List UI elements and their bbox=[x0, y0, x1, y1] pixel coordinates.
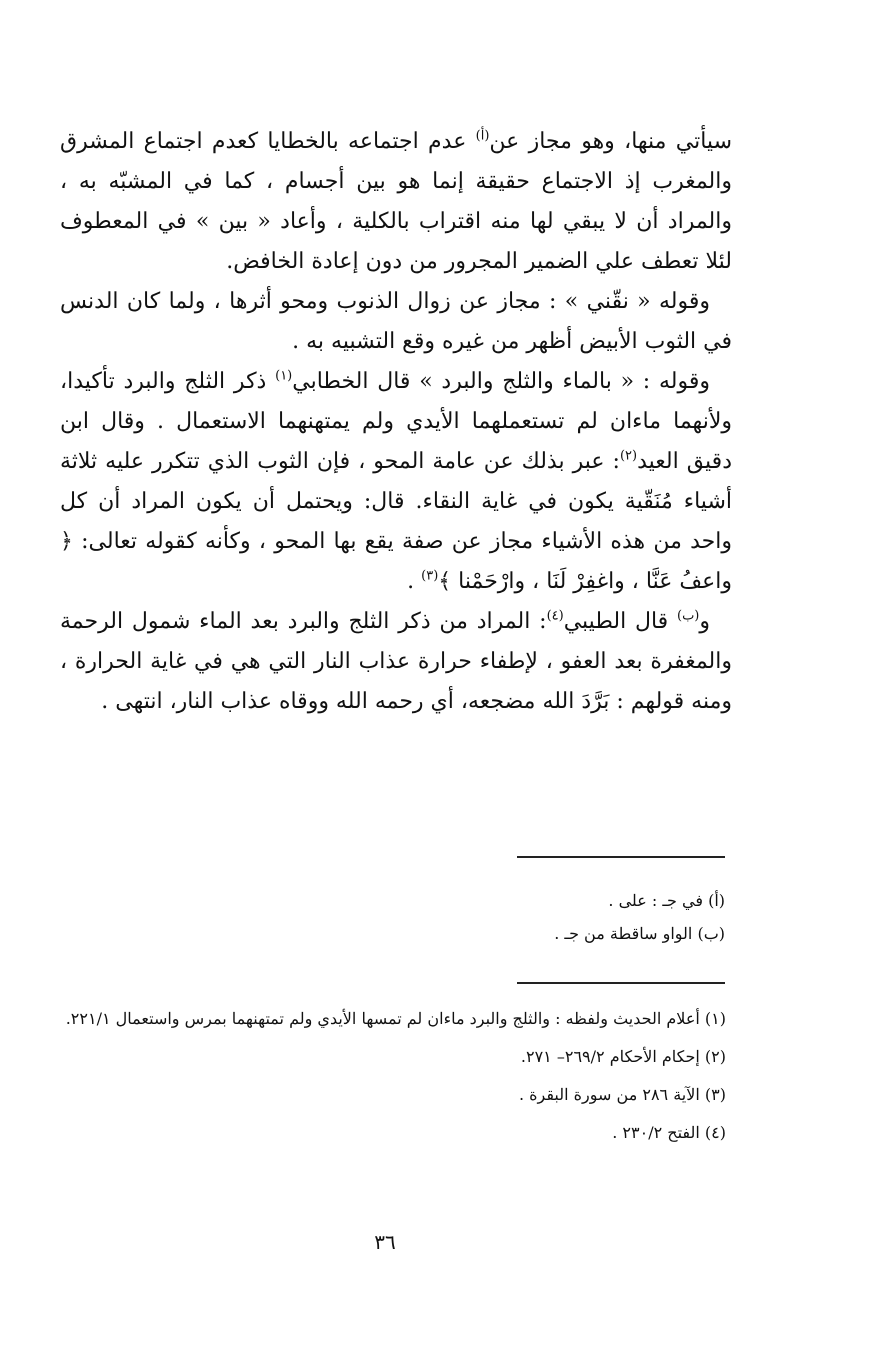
textual-variants bbox=[300, 884, 725, 950]
paragraph-1-text-b: عدم اجتماعه بالخطايا كعدم اجتماع المشرق والمغرب إذ الاجتماع حقيقة إنما هو بين أجسام ، كما في المشبّه به ، والمراد أن لا يبقي لها منه اقتراب بالكلية ، وأعاد « بين » في المعطوف لئلا تعطف علي الضمير المجرور من دون إعادة الخافض. bbox=[60, 129, 732, 274]
paragraph-3-text-a: وقوله : « بالماء والثلج والبرد » قال الخطابي bbox=[292, 369, 710, 394]
footnote-marker-3: (٣) bbox=[421, 568, 439, 584]
paragraph-4-text-b: قال الطيبي bbox=[563, 609, 677, 634]
note-marker-a: (أ) bbox=[475, 128, 490, 144]
footnote-2: (٢) إحكام الأحكام ٢٦٩/٢– ٢٧١. bbox=[520, 1047, 726, 1066]
paragraph-1 bbox=[60, 122, 732, 282]
variant-note-b: (ب) الواو ساقطة من جـ . bbox=[554, 924, 725, 943]
variant-note-a: (أ) في جـ : على . bbox=[608, 891, 725, 910]
note-marker-b: (ب) bbox=[677, 608, 700, 624]
footnote-1: (١) أعلام الحديث ولفظه : والثلج والبرد ماءان لم تمسها الأيدي ولم تمتهنهما بمرس واستعمال ٢٢١/١. bbox=[65, 1009, 726, 1028]
footnotes bbox=[48, 1000, 726, 1152]
footnotes-separator-line bbox=[517, 982, 725, 984]
paragraph-3-text-c: : عبر بذلك عن عامة المحو ، فإن الثوب الذي تتكرر عليه ثلاثة أشياء مُنَقّية يكون في غاية النقاء. قال: ويحتمل أن يكون المراد أن كل واحد من هذه الأشياء مجاز عن صفة يقع بها المحو ، وكأنه كقوله تعالى: ﴿ واعفُ عَنَّا ، واغفِرْ لَنَا ، وارْحَمْنا ﴾ bbox=[60, 449, 732, 594]
paragraph-3 bbox=[60, 362, 732, 602]
paragraph-2 bbox=[60, 282, 732, 362]
footnote-marker-1: (١) bbox=[275, 368, 293, 384]
paragraph-4-text-a: و bbox=[699, 609, 711, 634]
paragraph-3-text-b: ذكر الثلج والبرد تأكيدا، ولأنهما ماءان لم تستعملهما الأيدي ولم يمتهنهما الاستعمال . وقال ابن دقيق العيد bbox=[60, 369, 732, 474]
paragraph-4-text-c: : المراد من ذكر الثلج والبرد بعد الماء شمول الرحمة والمغفرة بعد العفو ، لإطفاء حرارة عذاب النار التي هي في غاية الحرارة ، ومنه قولهم : بَرَّدَ الله مضجعه، أي رحمه الله ووقاه عذاب النار، انتهى . bbox=[60, 609, 732, 714]
paragraph-4 bbox=[60, 602, 732, 722]
page-number: ٣٦ bbox=[374, 1230, 396, 1254]
paragraph-1-text-a: سيأتي منها، وهو مجاز عن bbox=[489, 129, 732, 154]
footnote-3: (٣) الآية ٢٨٦ من سورة البقرة . bbox=[518, 1085, 726, 1104]
paragraph-2-text: وقوله « نقّني » : مجاز عن زوال الذنوب ومحو أثرها ، ولما كان الدنس في الثوب الأبيض أظهر من غيره وقع التشبيه به . bbox=[60, 289, 732, 354]
footnote-marker-2: (٢) bbox=[619, 448, 638, 464]
footnote-marker-4: (٤) bbox=[546, 608, 564, 624]
footnote-4: (٤) الفتح ٢٣٠/٢ . bbox=[612, 1123, 726, 1142]
main-text bbox=[60, 122, 732, 722]
paragraph-3-text-d: . bbox=[407, 569, 422, 594]
variants-separator-line bbox=[517, 856, 725, 858]
